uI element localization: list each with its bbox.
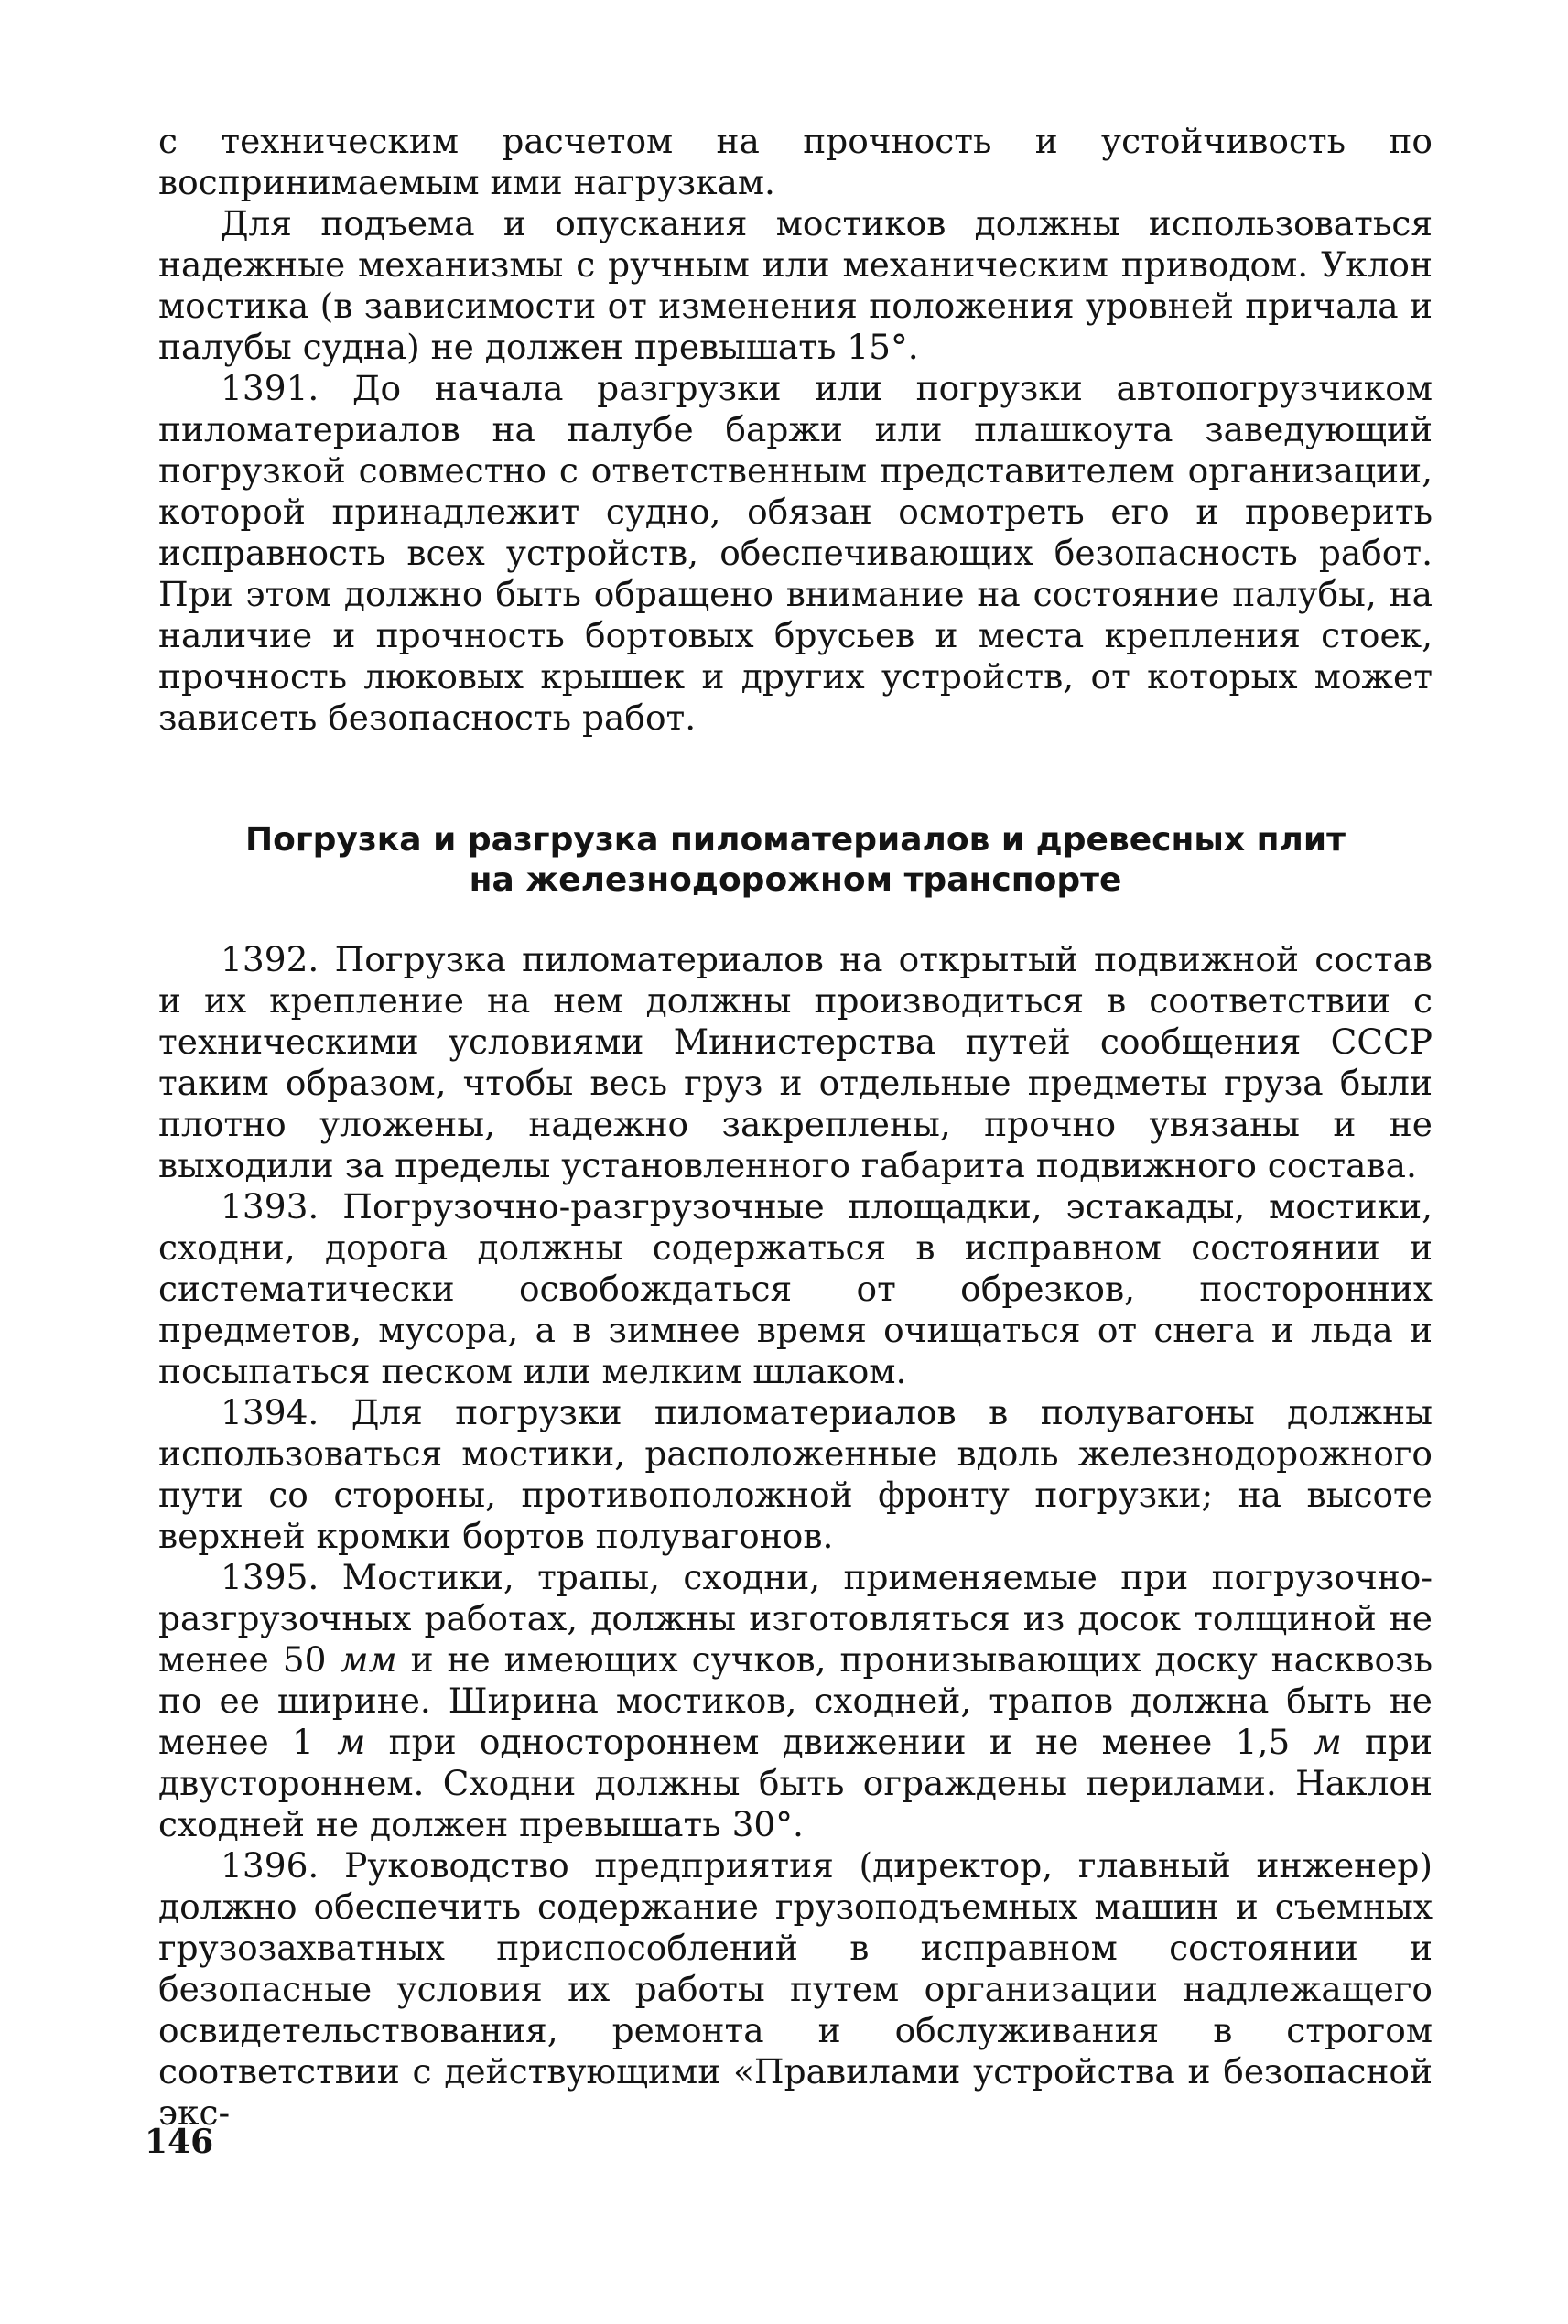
paragraph-1395-part-c: при одностороннем движении и не менее 1,5	[365, 1722, 1314, 1762]
paragraph-1395-part-d: при двустороннем. Сходни должны быть ограждены перилами. Наклон сходней не должен превышать 30°.	[158, 1722, 1433, 1844]
paragraph-1394: 1394. Для погрузки пиломатериалов в полувагоны должны использоваться мостики, расположенные вдоль железнодорожного пути со стороны, противоположной фронту погрузки; на высоте верхней кромки бортов полувагонов.	[158, 1392, 1433, 1556]
section-heading-line-2: на железнодорожном транспорте	[469, 861, 1122, 899]
paragraph-1395	[158, 1557, 1433, 1845]
unit-m-second: м	[1313, 1722, 1342, 1762]
paragraph-1396: 1396. Руководство предприятия (директор, главный инженер) должно обеспечить содержание грузоподъемных машин и съемных грузозахватных приспособлений в исправном состоянии и безопасные условия их работы путем организации надлежащего освидетельствования, ремонта и обслуживания в строгом соответствии с действующими «Правилами устройства и безопасной экс-	[158, 1845, 1433, 2133]
unit-mm: мм	[340, 1639, 397, 1680]
unit-m-first: м	[337, 1722, 366, 1762]
section-heading-line-1: Погрузка и разгрузка пиломатериалов и древесных плит	[244, 821, 1346, 859]
paragraph-1391: 1391. До начала разгрузки или погрузки автопогрузчиком пиломатериалов на палубе баржи или плашкоута заведующий погрузкой совместно с ответственным представителем организации, которой принадлежит судно, обязан осмотреть его и проверить исправность всех устройств, обеспечивающих безопасность работ. При этом должно быть обращено внимание на состояние палубы, на наличие и прочность бортовых брусьев и места крепления стоек, прочность люковых крышек и других устройств, от которых может зависеть безопасность работ.	[158, 368, 1433, 738]
paragraph-continuation: с техническим расчетом на прочность и устойчивость по воспринимаемым ими нагрузкам.	[158, 121, 1433, 202]
paragraph-1395-part-a: 1395. Мостики, трапы, сходни, применяемые при погрузочно-разгрузочных работах, должны изготовляться из досок толщиной не менее 50	[158, 1557, 1433, 1680]
paragraph-1392: 1392. Погрузка пиломатериалов на открытый подвижной состав и их крепление на нем должны производиться в соответствии с техническими условиями Министерства путей сообщения СССР таким образом, чтобы весь груз и отдельные предметы груза были плотно уложены, надежно закреплены, прочно увязаны и не выходили за пределы установленного габарита подвижного состава.	[158, 939, 1433, 1185]
page-number: 146	[145, 2123, 214, 2161]
paragraph-lifting-mechanisms: Для подъема и опускания мостиков должны использоваться надежные механизмы с ручным или механическим приводом. Уклон мостика (в зависимости от изменения положения уровней причала и палубы судна) не должен превышать 15°.	[158, 203, 1433, 367]
paragraph-1395-part-b: и не имеющих сучков, пронизывающих доску насквозь по ее ширине. Ширина мостиков, сходней, трапов должна быть не менее 1	[158, 1639, 1433, 1762]
paragraph-1393: 1393. Погрузочно-разгрузочные площадки, эстакады, мостики, сходни, дорога должны содержаться в исправном состоянии и систематически освобождаться от обрезков, посторонних предметов, мусора, а в зимнее время очищаться от снега и льда и посыпаться песком или мелким шлаком.	[158, 1186, 1433, 1391]
page-body	[158, 121, 1433, 2134]
section-heading	[158, 820, 1433, 901]
